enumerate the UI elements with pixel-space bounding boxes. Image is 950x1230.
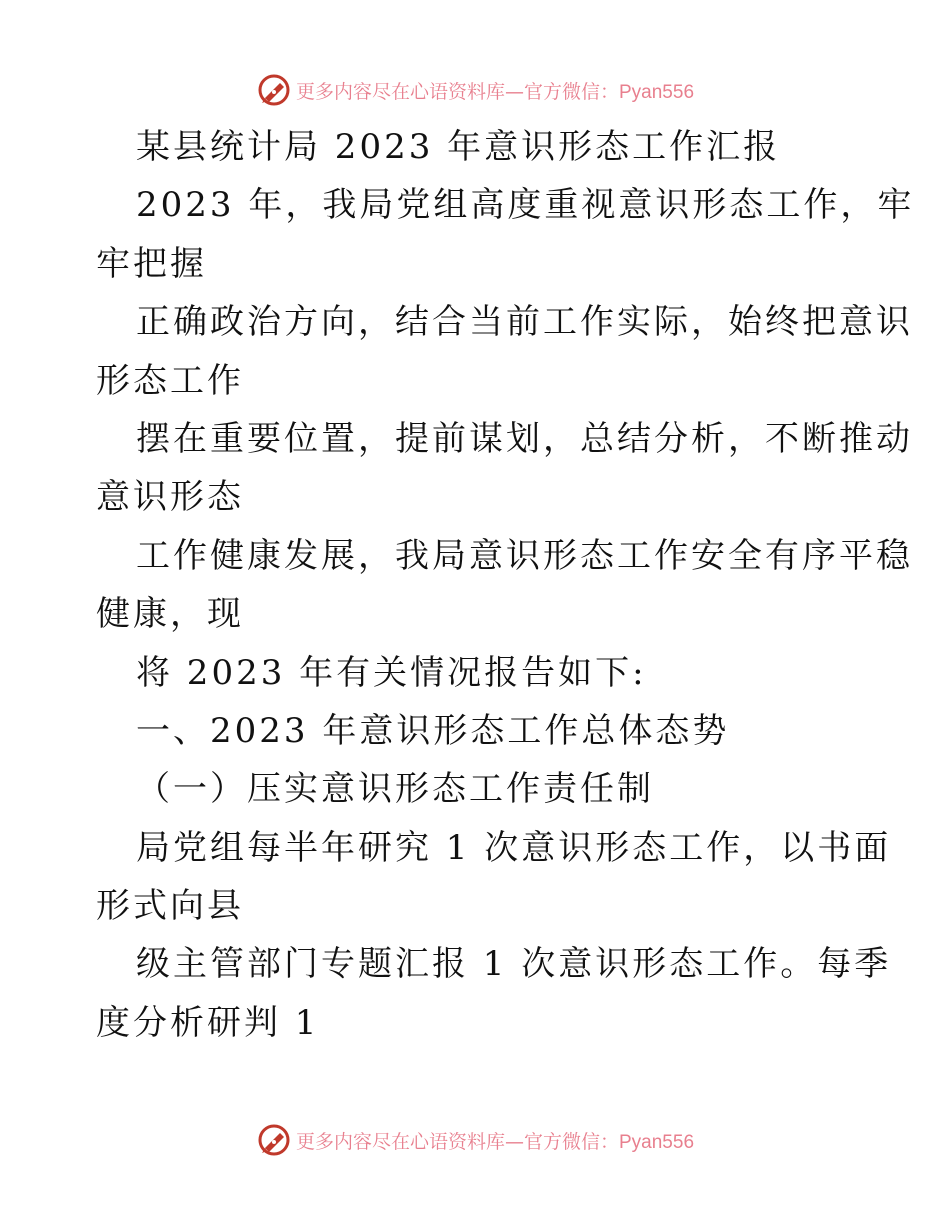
document-line: 牢把握 (96, 243, 207, 284)
document-line: 健康，现 (96, 594, 244, 635)
watermark-wechat-id: Pyan556 (619, 81, 695, 103)
document-line: 某县统计局 2023 年意识形态工作汇报 (136, 127, 781, 167)
footer-watermark (0, 1120, 950, 1160)
pen-circle-logo-icon (256, 72, 292, 108)
document-body (96, 118, 915, 1052)
document-line: 摆在重要位置，提前谋划，总结分析，不断推动 (136, 418, 913, 459)
watermark-wechat-id: Pyan556 (619, 1131, 695, 1153)
document-line: 形态工作 (96, 360, 244, 401)
document-line: 一、2023 年意识形态工作总体态势 (136, 710, 730, 751)
document-line: 工作健康发展，我局意识形态工作安全有序平稳 (136, 535, 913, 576)
document-line: （一）压实意识形态工作责任制 (136, 769, 654, 810)
document-line: 形式向县 (96, 886, 244, 927)
watermark-text: 更多内容尽在心语资料库—官方微信： (295, 80, 619, 103)
header-watermark (0, 70, 950, 110)
document-line: 级主管部门专题汇报 1 次意识形态工作。每季 (136, 944, 892, 985)
document-line: 意识形态 (96, 477, 244, 518)
document-line: 度分析研判 1 (96, 1002, 320, 1043)
document-line: 2023 年，我局党组高度重视意识形态工作，牢 (136, 185, 915, 226)
watermark-text: 更多内容尽在心语资料库—官方微信： (295, 1130, 619, 1153)
document-line: 正确政治方向，结合当前工作实际，始终把意识 (136, 302, 913, 343)
document-line: 将 2023 年有关情况报告如下: (136, 652, 647, 693)
document-line: 局党组每半年研究 1 次意识形态工作，以书面 (136, 827, 892, 868)
pen-circle-logo-icon (256, 1122, 292, 1158)
